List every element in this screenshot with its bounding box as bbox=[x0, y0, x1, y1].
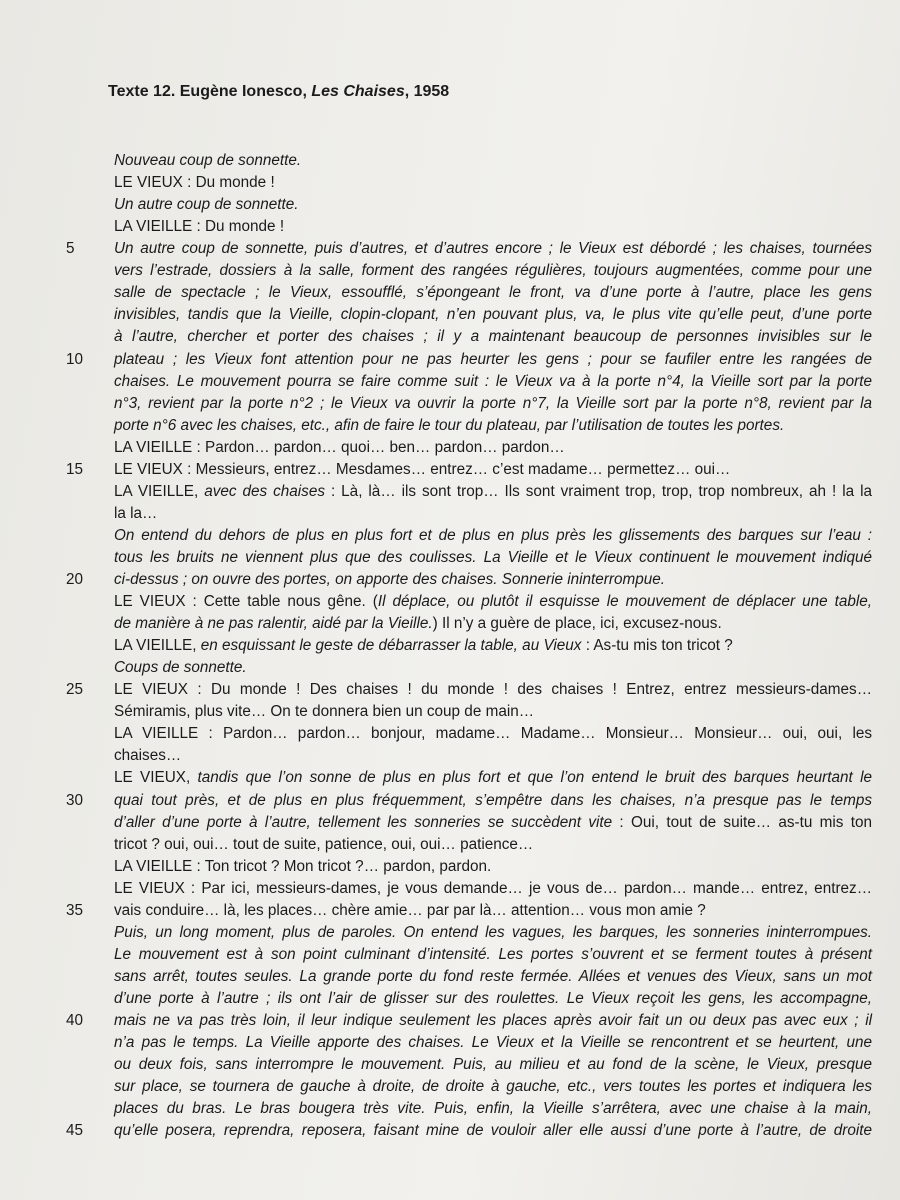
text-segment: sur place, se tournera de gauche à droite, de droite à gauche, etc., vers toutes les portes et indiquera les bbox=[114, 1078, 872, 1096]
text-segment: LA VIEILLE : Ton tricot ? Mon tricot ?… pardon, pardon. bbox=[114, 857, 492, 875]
text-segment: Un autre coup de sonnette, puis d’autres, et d’autres encore ; le Vieux est débordé ; les chaises, tournées bbox=[114, 240, 872, 258]
text-line bbox=[114, 835, 872, 855]
line-number: 35 bbox=[66, 901, 84, 919]
line-number: 30 bbox=[66, 791, 84, 809]
text-line bbox=[114, 1011, 872, 1031]
text-segment: plateau ; les Vieux font attention pour ne pas heurter les gens ; pour se faufiler entre les rangées de bbox=[114, 350, 872, 368]
text-line bbox=[114, 923, 872, 943]
text-line bbox=[114, 261, 872, 281]
text-line bbox=[114, 901, 872, 921]
text-line bbox=[114, 173, 872, 193]
text-line bbox=[114, 1077, 872, 1097]
text-segment: LA VIEILLE : Pardon… pardon… bonjour, madame… Madame… Monsieur… Monsieur… oui, oui, les bbox=[114, 725, 872, 743]
text-segment: LE VIEUX : Par ici, messieurs-dames, je vous demande… je vous de… pardon… mande… entrez, entrez… bbox=[114, 879, 872, 897]
text-segment: : As-tu mis ton tricot ? bbox=[581, 637, 733, 655]
text-segment: qu’elle posera, reprendra, reposera, faisant mine de vouloir aller elle aussi d’une porte à l’autre, de droite bbox=[114, 1122, 872, 1140]
text-line bbox=[114, 504, 872, 524]
document-title bbox=[108, 83, 449, 101]
text-segment: chaises. Le mouvement pourra se faire comme suit : le Vieux va à la porte n°4, la Vieille sort par la porte bbox=[114, 372, 872, 390]
text-segment: n’a pas le temps. La Vieille apporte des chaises. Le Vieux et la Vieille se rencontrent et se heurtent, une bbox=[114, 1034, 872, 1051]
text-segment: : Oui, tout de suite… as-tu mis ton bbox=[612, 813, 872, 831]
text-line bbox=[114, 636, 872, 656]
text-segment: On entend du dehors de plus en plus fort et de plus en plus près les glissements des barques sur l’eau : bbox=[114, 526, 872, 544]
stage-direction: de manière à ne pas ralentir, aidé par la Vieille. bbox=[114, 615, 433, 632]
text-line bbox=[114, 416, 872, 436]
text-segment: ) Il n’y a guère de place, ici, excusez-nous. bbox=[432, 615, 722, 632]
text-line bbox=[114, 879, 872, 899]
text-line bbox=[114, 438, 872, 458]
text-line bbox=[114, 526, 872, 546]
text-segment: à l’autre, chercher et porter des chaises ; il y a maintenant beaucoup de personnes invisibles sur le bbox=[114, 328, 872, 346]
text-line bbox=[114, 570, 872, 590]
text-line bbox=[114, 1099, 872, 1119]
text-segment: Un autre coup de sonnette. bbox=[114, 196, 299, 214]
text-line bbox=[114, 680, 872, 700]
line-number: 15 bbox=[66, 460, 84, 478]
stage-direction: d’aller d’une porte à l’autre, tellement les sonneries se succèdent vite bbox=[114, 813, 613, 831]
text-segment: mais ne va pas très loin, il leur indique seulement les places après avoir fait un ou deux pas avec eux ; il bbox=[114, 1012, 872, 1029]
text-segment: la la… bbox=[114, 504, 158, 522]
text-line bbox=[114, 791, 872, 811]
text-line bbox=[114, 195, 872, 215]
text-line bbox=[114, 746, 872, 766]
line-number: 40 bbox=[66, 1012, 84, 1029]
text-line bbox=[114, 548, 872, 568]
text-segment: places du bras. Le bras bougera très vite. Puis, enfin, la Vieille s’arrêtera, avec une chaise à la main, bbox=[114, 1100, 872, 1118]
text-segment: vais conduire… là, les places… chère amie… par par là… attention… vous mon amie ? bbox=[114, 901, 706, 919]
text-line bbox=[114, 702, 872, 722]
text-line bbox=[114, 945, 872, 965]
text-line bbox=[114, 350, 872, 370]
text-segment: ou deux fois, sans interrompre le mouvement. Puis, au milieu et au fond de la scène, le Vieux, presque bbox=[114, 1056, 872, 1074]
stage-direction: quai tout près, et de plus en plus fréquemment, s’empêtre dans les chaises, n’a presque pas le temps bbox=[114, 791, 872, 809]
text-line bbox=[114, 151, 872, 171]
text-line bbox=[114, 217, 872, 237]
text-line bbox=[114, 989, 872, 1009]
text-line bbox=[114, 283, 872, 303]
text-segment: Sémiramis, plus vite… On te donnera bien un coup de main… bbox=[114, 703, 535, 721]
text-line bbox=[114, 394, 872, 414]
text-segment: LE VIEUX : Messieurs, entrez… Mesdames… entrez… c’est madame… permettez… oui… bbox=[114, 460, 731, 478]
text-line bbox=[114, 305, 872, 325]
text-segment: LA VIEILLE, bbox=[114, 482, 205, 500]
stage-direction: tandis que l’on sonne de plus en plus fort et que l’on entend le bruit des barques heurtant le bbox=[197, 769, 873, 787]
text-segment: LE VIEUX, bbox=[114, 769, 198, 787]
text-segment: Nouveau coup de sonnette. bbox=[114, 152, 302, 169]
text-segment: LE VIEUX : Du monde ! Des chaises ! du monde ! des chaises ! Entrez, entrez messieurs-dames… bbox=[114, 681, 872, 699]
text-segment: d’une porte à l’autre ; ils ont l’air de glisser sur des roulettes. Le Vieux reçoit les gens, les accompagne, bbox=[114, 989, 872, 1007]
text-segment: LE VIEUX : Cette table nous gêne. ( bbox=[114, 593, 378, 610]
text-segment: tous les bruits ne viennent plus que des coulisses. La Vieille et le Vieux continuent le mouvement indiqué bbox=[114, 548, 872, 566]
text-segment: chaises… bbox=[114, 747, 182, 765]
text-line bbox=[114, 813, 872, 833]
text-line bbox=[114, 460, 872, 480]
text-segment: Le mouvement est à son point culminant d’intensité. Les portes s’ouvrent et se ferment toutes à présent bbox=[114, 945, 872, 963]
text-segment: : Là, là… ils sont trop… Ils sont vraiment trop, trop, trop nombreux, ah ! la la bbox=[324, 482, 872, 500]
text-segment: LA VIEILLE : Pardon… pardon… quoi… ben… pardon… pardon… bbox=[114, 438, 565, 456]
text-line bbox=[114, 967, 872, 987]
stage-direction: avec des chaises bbox=[204, 482, 325, 500]
line-number: 10 bbox=[66, 350, 84, 368]
line-number: 20 bbox=[66, 571, 84, 588]
text-line bbox=[114, 327, 872, 347]
text-segment: LA VIEILLE : Du monde ! bbox=[114, 218, 285, 236]
stage-direction: en esquissant le geste de débarrasser la table, au Vieux bbox=[200, 637, 582, 655]
text-line bbox=[114, 1055, 872, 1075]
title-prefix: Texte 12. Eugène Ionesco, bbox=[108, 83, 312, 100]
text-line bbox=[114, 1121, 872, 1141]
title-suffix: , 1958 bbox=[404, 83, 450, 100]
text-line bbox=[114, 857, 872, 877]
text-segment: n°3, revient par la porte n°2 ; le Vieux va ouvrir la porte n°7, la Vieille sort par la porte n°8, revient par la bbox=[114, 394, 872, 412]
text-segment: LA VIEILLE, bbox=[114, 637, 201, 655]
text-segment: ci-dessus ; on ouvre des portes, on apporte des chaises. Sonnerie ininterrompue. bbox=[114, 571, 666, 588]
line-number: 45 bbox=[66, 1122, 84, 1140]
text-line bbox=[114, 658, 872, 678]
text-line bbox=[114, 768, 872, 788]
text-line bbox=[114, 372, 872, 392]
text-segment: Coups de sonnette. bbox=[114, 659, 247, 677]
stage-direction: Il déplace, ou plutôt il esquisse le mouvement de déplacer une table, bbox=[377, 593, 872, 610]
line-number: 5 bbox=[66, 240, 75, 258]
text-segment: vers l’estrade, dossiers à la salle, forment des rangées régulières, toujours augmentées, comme pour une bbox=[114, 262, 872, 280]
text-line bbox=[114, 1033, 872, 1053]
text-segment: sans arrêt, toutes seules. La grande porte du fond reste fermée. Allées et venues des Vieux, sans un mot bbox=[114, 967, 872, 985]
text-line bbox=[114, 614, 872, 634]
text-segment: tricot ? oui, oui… tout de suite, patience, oui, oui… patience… bbox=[114, 835, 534, 853]
title-work: Les Chaises bbox=[311, 83, 405, 100]
text-segment: Puis, un long moment, plus de paroles. On entend les vagues, les barques, les sonneries ininterrompues. bbox=[114, 923, 872, 941]
text-line bbox=[114, 592, 872, 612]
text-line bbox=[114, 724, 872, 744]
text-segment: porte n°6 avec les chaises, etc., afin de faire le tour du plateau, par l’utilisation de toutes les portes. bbox=[114, 416, 785, 434]
text-line bbox=[114, 482, 872, 502]
text-segment: salle de spectacle ; le Vieux, essoufflé, s’épongeant le front, va d’une porte à l’autre, place les gens bbox=[114, 284, 872, 302]
text-line bbox=[114, 239, 872, 259]
line-number: 25 bbox=[66, 681, 84, 699]
text-segment: invisibles, tandis que la Vieille, clopin-clopant, n’en pouvant plus, va, le plus vite qu’elle peut, d’une porte bbox=[114, 306, 872, 324]
text-segment: LE VIEUX : Du monde ! bbox=[114, 174, 275, 192]
